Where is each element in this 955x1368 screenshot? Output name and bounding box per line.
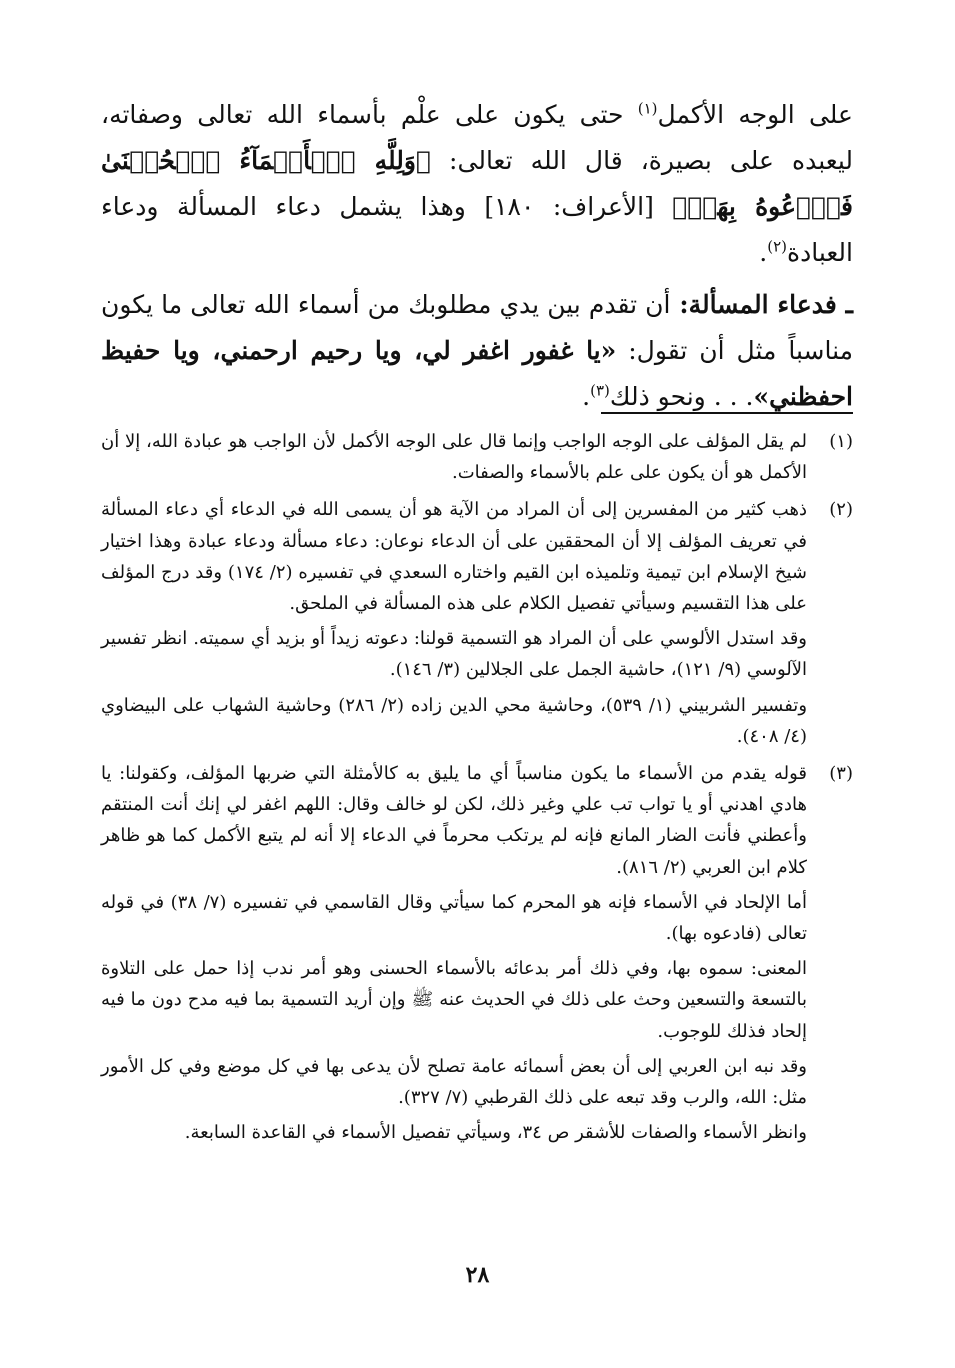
text-run: . [759, 238, 768, 267]
footnote-number: (٣) [829, 763, 853, 785]
section-lead: ـ فدعاء المسألة: [670, 290, 853, 319]
footnotes [101, 426, 853, 1154]
text-run: . . . ونحو ذلك [609, 382, 754, 411]
footnote-ref-1[interactable]: (١) [637, 99, 658, 118]
quran-verse: ﴿وَلِلَّهِ ٱلۡأَسۡمَآءُ ٱلۡحُسۡنَىٰ فَٱدۡعُوهُ بِهَاۖ﴾ [101, 146, 853, 221]
footnote-ref-3[interactable]: (٣) [590, 381, 610, 400]
dua-quote: «يا غفور اغفر لي، ويا رحيم ارحمني، ويا حفيظ احفظني» [101, 336, 853, 411]
footnote-number: (١) [829, 431, 853, 452]
footnote-separator [601, 412, 853, 414]
footnote-text: لم يقل المؤلف على الوجه الواجب وإنما قال على الوجه الأكمل لأن الواجب هو عبادة الله، إلا أن الأكمل هو أن يكون على علم بالأسماء والصفات. [101, 431, 807, 484]
footnote-text: وقد استدل الألوسي على أن المراد هو التسمية قولنا: دعوته زيداً أو بزيد أي سميته. انظر تفسير الآلوسي (٩/ ١٢١)، حاشية الجمل على الجلالين (٣/ ١٤٦). [101, 628, 807, 681]
page-number: ٢٨ [465, 1262, 490, 1288]
text-run: على الوجه الأكمل [657, 100, 853, 129]
footnote-text: قوله يقدم من الأسماء ما يكون مناسباً أي ما يليق به كالأمثلة التي ضربها المؤلف، وكقولنا: يا هادي اهدني أو يا تواب تب علي وغير ذلك، لكن لو خالف وقال: اللهم اغفر لي إنك أنت المنتقم وأعطني فأنت الضار المانع فإنه لم يرتكب محرماً في الدعاء إلا أنه لم يتبع الأكمل كما هو ظاهر كلام ابن العربي (٢/ ٨١٦). [101, 763, 807, 878]
text-run: . [582, 382, 591, 411]
footnote-2 [101, 494, 853, 752]
footnote-text: أما الإلحاد في الأسماء فإنه هو المحرم كما سيأتي وقال القاسمي في تفسيره (٧/ ٣٨) في قوله تعالى (فادعوه بها). [101, 891, 807, 945]
main-text [101, 92, 853, 426]
footnote-1 [101, 426, 853, 488]
footnote-3 [101, 758, 853, 1148]
footnote-text: ذهب كثير من المفسرين إلى أن المراد من الآية هو أن يسمى الله في الدعاء أي دعاء المسألة في تعريف المؤلف إلا أن المحققين على أن الدعاء نوعان: دعاء مسألة ودعاء عبادة وهذا اختيار شيخ الإسلام ابن تيمية وتلميذه ابن القيم واختاره السعدي في تفسيره (٢/ ١٧٤) وقد درج المؤلف على هذا التقسيم وسيأتي تفصيل الكلام على هذه المسألة في الملحق. [101, 499, 807, 615]
footnote-number: (٢) [829, 499, 853, 521]
footnote-text: وانظر الأسماء والصفات للأشقر ص ٣٤، وسيأتي تفصيل الأسماء في القاعدة السابعة. [184, 1122, 807, 1144]
footnote-text: المعنى: سموه بها، وفي ذلك أمر بدعائه بالأسماء الحسنى وهو أمر ندب إذا حمل على التلاوة بالتسعة والتسعين وحث على ذلك في الحديث عنه ﷺ وإن أريد التسمية بما فيه مدح دون ما فيه إلحاد فذلك للوجوب. [101, 958, 807, 1042]
main-paragraph-1 [101, 92, 853, 276]
text-run: أن تقدم بين يدي مطلوبك من أسماء الله تعالى ما يكون مناسباً مثل أن تقول: [101, 290, 854, 365]
footnote-text: وقد نبه ابن العربي إلى أن بعض أسمائه عامة تصلح لأن يدعى بها في كل موضع وفي كل الأمور مثل: الله، والرب وقد تبعه على ذلك القرطبي (٧/ ٣٢٧). [101, 1055, 807, 1109]
text-run: حتى يكون على علْم بأسماء الله تعالى وصفاته، ليعبده على بصيرة، قال الله تعالى: [101, 100, 854, 175]
footnote-text: وتفسير الشربيني (١/ ٥٣٩)، وحاشية محي الدين زاده (٢/ ٢٨٦) وحاشية الشهاب على البيضاوي (٤/ ٤٠٨). [101, 694, 808, 747]
footnote-ref-2[interactable]: (٢) [767, 237, 787, 256]
main-paragraph-2 [101, 282, 853, 420]
text-run: [الأعراف: ١٨٠] وهذا يشمل دعاء المسألة ودعاء العبادة [101, 192, 853, 267]
